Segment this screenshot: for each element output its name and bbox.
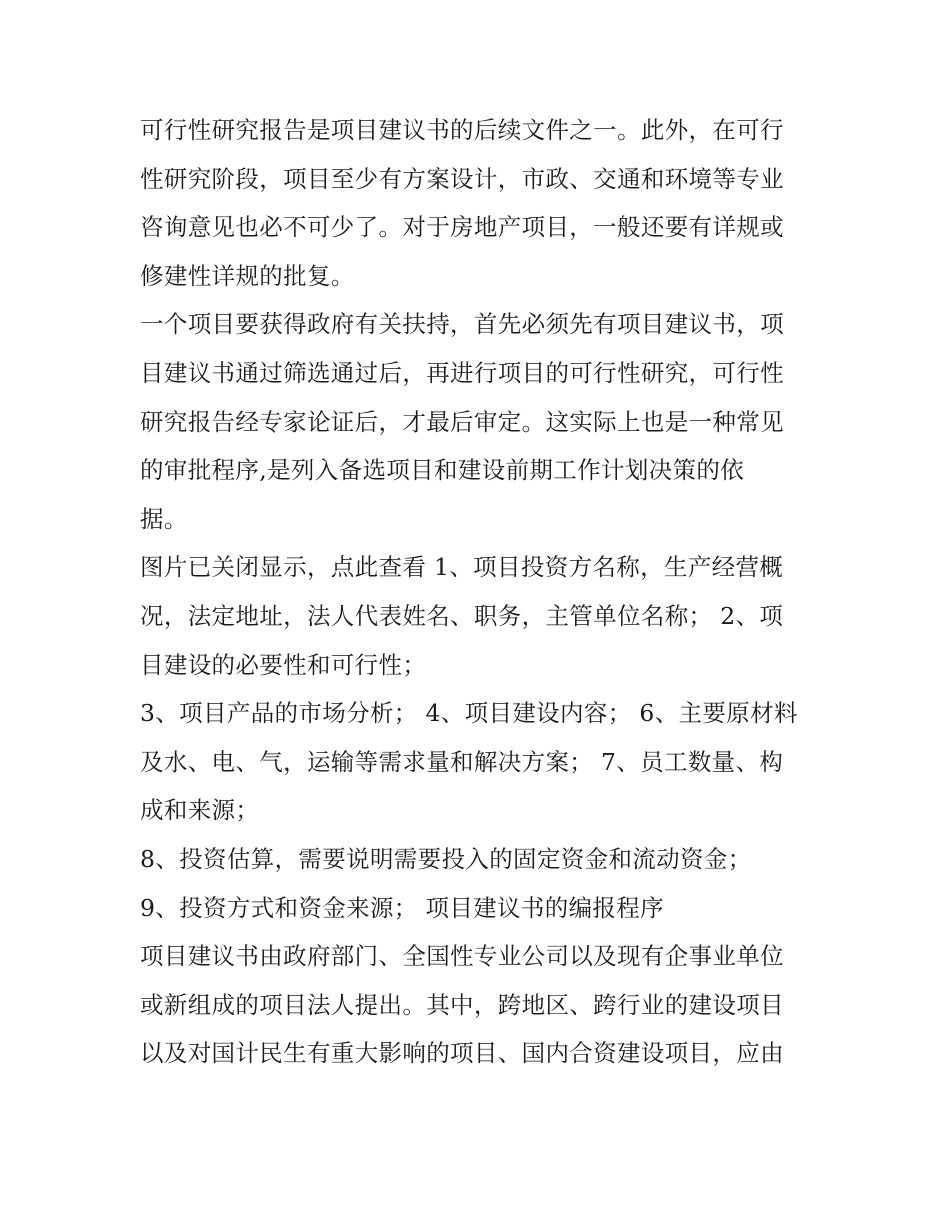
text-line: 修建性详规的批复。 [140, 261, 355, 290]
text-line: 况，法定地址，法人代表姓名、职务，主管单位名称； 2、项 [140, 601, 784, 630]
text-line: 的审批程序,是列入备选项目和建设前期工作计划决策的依 [140, 456, 745, 485]
text-line: 以及对国计民生有重大影响的项目、国内合资建设项目，应由 [140, 1039, 784, 1068]
text-line: 成和来源； [140, 796, 260, 825]
text-line: 或新组成的项目法人提出。其中，跨地区、跨行业的建设项目 [140, 990, 784, 1019]
text-line: 研究报告经专家论证后，才最后审定。这实际上也是一种常见 [140, 407, 784, 436]
text-line: 9、投资方式和资金来源； 项目建议书的编报程序 [140, 893, 664, 922]
text-line: 咨询意见也必不可少了。对于房地产项目，一般还要有详规或 [140, 213, 784, 242]
text-line: 3、项目产品的市场分析； 4、项目建设内容； 6、主要原材料 [140, 699, 798, 728]
document-body [140, 106, 820, 1078]
text-line: 一个项目要获得政府有关扶持，首先必须先有项目建议书，项 [140, 310, 784, 339]
text-line: 可行性研究报告是项目建议书的后续文件之一。此外，在可行 [140, 116, 784, 144]
text-line: 项目建议书由政府部门、全国性专业公司以及现有企事业单位 [140, 942, 784, 971]
text-line: 目建设的必要性和可行性； [140, 650, 427, 679]
text-line: 目建议书通过筛选通过后，再进行项目的可行性研究，可行性 [140, 358, 784, 387]
image-link-line[interactable]: 图片已关闭显示，点此查看 1、项目投资方名称，生产经营概 [140, 553, 784, 582]
text-line: 8、投资估算，需要说明需要投入的固定资金和流动资金； [140, 844, 752, 873]
text-line: 及水、电、气，运输等需求量和解决方案； 7、员工数量、构 [140, 747, 784, 776]
text-line: 据。 [140, 504, 188, 533]
text-line: 性研究阶段，项目至少有方案设计，市政、交通和环境等专业 [140, 164, 784, 193]
